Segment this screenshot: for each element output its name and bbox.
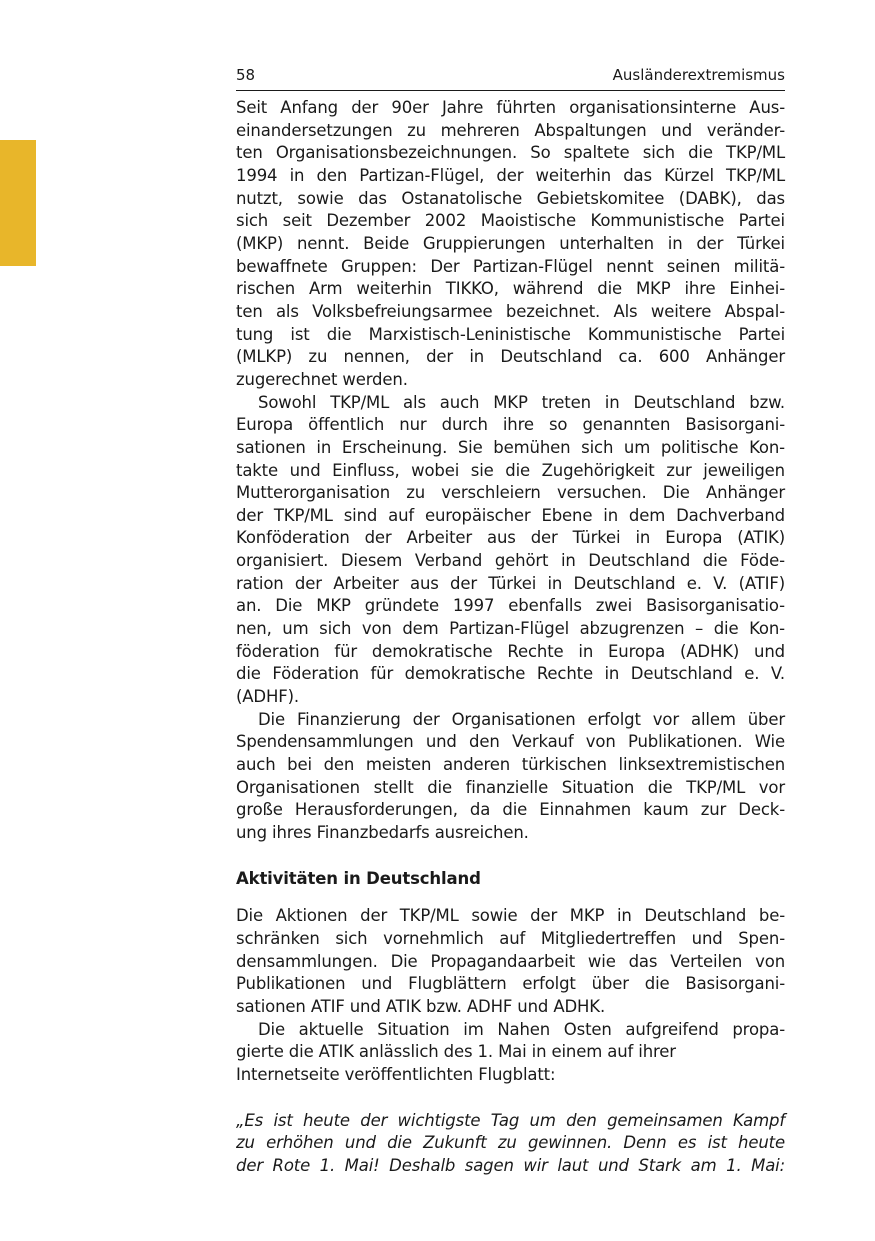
text-line: (ADHF). <box>236 687 299 707</box>
text-line: Konföderation der Arbeiter aus der Türkei in Europa (ATIK) <box>236 528 785 548</box>
paragraph-4 <box>236 905 785 1018</box>
text-line: Die Finanzierung der Organisationen erfolgt vor allem über <box>258 709 785 729</box>
quote-line: „Es ist heute der wichtigste Tag um den gemeinsamen Kampf <box>236 1110 785 1130</box>
text-line: tung ist die Marxistisch-Leninistische Kommunistische Partei <box>236 324 785 344</box>
quote-line: zu erhöhen und die Zukunft zu gewinnen. Denn es ist heute <box>236 1133 785 1153</box>
text-line: organisiert. Diesem Verband gehört in Deutschland die Föde- <box>236 551 785 571</box>
text-line: schränken sich vornehmlich auf Mitgliedertreffen und Spen- <box>236 928 785 948</box>
text-line: föderation für demokratische Rechte in Europa (ADHK) und <box>236 641 785 661</box>
text-line: einandersetzungen zu mehreren Abspaltungen und veränder- <box>236 120 785 140</box>
text-line: Europa öffentlich nur durch ihre so genannten Basisorgani- <box>236 415 785 435</box>
text-line: nutzt, sowie das Ostanatolische Gebietskomitee (DABK), das <box>236 188 785 208</box>
chapter-side-tab <box>0 140 36 266</box>
text-line: sationen in Erscheinung. Sie bemühen sich um politische Kon- <box>236 437 785 457</box>
text-line: Seit Anfang der 90er Jahre führten organisationsinterne Aus- <box>236 98 785 117</box>
text-line: ten Organisationsbezeichnungen. So spaltete sich die TKP/ML <box>236 143 785 163</box>
text-line: Internetseite veröffentlichten Flugblatt: <box>236 1064 556 1084</box>
text-line: große Herausforderungen, da die Einnahmen kaum zur Deck- <box>236 800 785 820</box>
text-line: Publikationen und Flugblättern erfolgt über die Basisorgani- <box>236 974 785 994</box>
text-line: nen, um sich von dem Partizan-Flügel abzugrenzen – die Kon- <box>236 619 785 639</box>
paragraph-2 <box>236 392 785 709</box>
text-line: 1994 in den Partizan-Flügel, der weiterhin das Kürzel TKP/ML <box>236 165 785 185</box>
text-line: Mutterorganisation zu verschleiern versuchen. Die Anhänger <box>236 483 785 503</box>
text-line: an. Die MKP gründete 1997 ebenfalls zwei Basisorganisatio- <box>236 596 785 616</box>
text-line: Die aktuelle Situation im Nahen Osten aufgreifend propa- <box>258 1019 785 1039</box>
body-text <box>236 97 785 1178</box>
text-line: sationen ATIF und ATIK bzw. ADHF und ADHK. <box>236 996 606 1016</box>
text-line: ten als Volksbefreiungsarmee bezeichnet. Als weitere Abspal- <box>236 301 785 321</box>
text-line: (MKP) nennt. Beide Gruppierungen unterhalten in der Türkei <box>236 233 785 253</box>
text-line: sich seit Dezember 2002 Maoistische Kommunistische Partei <box>236 211 785 231</box>
text-line: ung ihres Finanzbedarfs ausreichen. <box>236 823 529 842</box>
text-line: Sowohl TKP/ML als auch MKP treten in Deutschland bzw. <box>258 392 785 412</box>
text-line: der TKP/ML sind auf europäischer Ebene in dem Dachverband <box>236 505 785 525</box>
text-line: rischen Arm weiterhin TIKKO, während die MKP ihre Einhei- <box>236 279 785 299</box>
quote-line: der Rote 1. Mai! Deshalb sagen wir laut und Stark am 1. Mai: <box>236 1155 785 1175</box>
section-heading: Aktivitäten in Deutschland <box>236 868 481 888</box>
text-line: Spendensammlungen und den Verkauf von Publikationen. Wie <box>236 732 785 752</box>
text-line: die Föderation für demokratische Rechte in Deutschland e. V. <box>236 664 785 684</box>
text-line: takte und Einfluss, wobei sie die Zugehörigkeit zur jeweiligen <box>236 460 785 480</box>
text-line: densammlungen. Die Propagandaarbeit wie das Verteilen von <box>236 951 785 971</box>
text-line: Die Aktionen der TKP/ML sowie der MKP in Deutschland be- <box>236 906 785 926</box>
quote-block <box>236 1110 785 1178</box>
paragraph-5 <box>236 1019 785 1087</box>
paragraph-3 <box>236 709 785 845</box>
text-line: auch bei den meisten anderen türkischen linksextremistischen <box>236 755 785 775</box>
page-number: 58 <box>236 66 256 84</box>
running-head: Ausländerextremismus <box>612 66 785 84</box>
text-line: zugerechnet werden. <box>236 369 408 389</box>
page-header <box>236 64 785 91</box>
text-line: Organisationen stellt die finanzielle Situation die TKP/ML vor <box>236 777 785 797</box>
text-line: bewaffnete Gruppen: Der Partizan-Flügel nennt seinen militä- <box>236 256 785 276</box>
text-line: (MLKP) zu nennen, der in Deutschland ca. 600 Anhänger <box>236 347 785 367</box>
text-line: gierte die ATIK anlässlich des 1. Mai in einem auf ihrer <box>236 1042 676 1062</box>
text-line: ration der Arbeiter aus der Türkei in Deutschland e. V. (ATIF) <box>236 573 785 593</box>
paragraph-1 <box>236 97 785 392</box>
